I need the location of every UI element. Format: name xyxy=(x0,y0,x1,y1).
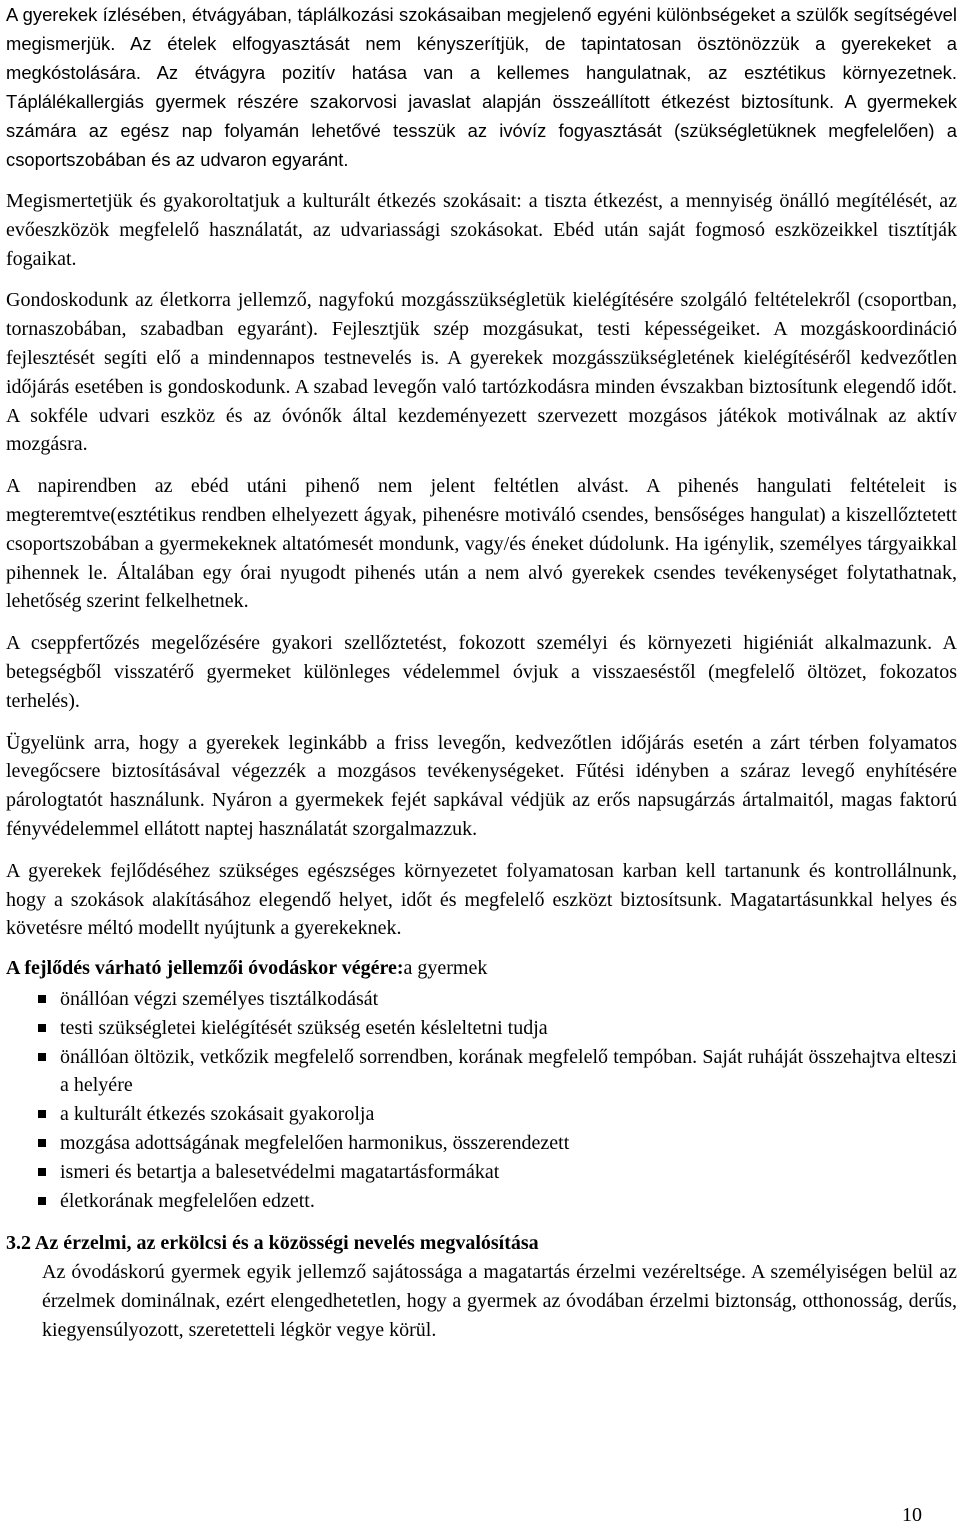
paragraph-rest: A napirendben az ebéd utáni pihenő nem jelent feltétlen alvást. A pihenés hangulati feltételeit is megteremtve(esztétikus rendben elhelyezett ágyak, pihenésre motiváló csendes, bensőséges hangulat) a kiszellőztetett csoportszobában a gyermekeknek altatómesét mondunk, vagy/és éneket dúdolunk. Ha igénylik, személyes tárgyaikkal pihennek le. Általában egy órai nyugodt pihenés után a nem alvó gyerekek csendes tevékenységet folytathatnak, lehetőség szerint felkelhetnek. xyxy=(6,475,957,613)
list-item-text: önállóan öltözik, vetkőzik megfelelő sorrendben, korának megfelelő tempóban. Saját ruháját összehajtva elteszi a helyére xyxy=(60,1045,957,1097)
development-heading-bold: A fejlődés várható jellemzői óvodáskor végére: xyxy=(6,957,404,980)
list-item xyxy=(6,1014,957,1043)
list-item-text: életkorának megfelelően edzett. xyxy=(60,1189,315,1212)
document-page xyxy=(6,0,957,1344)
list-item xyxy=(6,1158,957,1187)
paragraph-environment: A gyerekek fejlődéséhez szükséges egészséges környezetet folyamatosan karban kell tartanunk és kontrollálnunk, hogy a szokások alakításához elegendő helyet, időt és megfelelő eszközt biztosítsunk. Magatartásunkkal helyes és követésre méltó modellt nyújtunk a gyerekeknek. xyxy=(6,859,957,940)
square-bullet-icon xyxy=(38,1024,46,1032)
development-heading-rest: a gyermek xyxy=(403,957,488,980)
list-item xyxy=(6,1187,957,1216)
development-list xyxy=(6,985,957,1215)
square-bullet-icon xyxy=(38,1197,46,1205)
square-bullet-icon xyxy=(38,1168,46,1176)
paragraph-fresh-air: Ügyelünk arra, hogy a gyerekek leginkább a friss levegőn, kedvezőtlen időjárás esetén a zárt térben folyamatos levegőcsere biztosításával végezzék a mozgásos tevékenységeket. Fűtési idényben a száraz levegő enyhítésére párologtatót használunk. Nyáron a gyermekek fejét sapkával védjük az erős napsugárzás ártalmaitól, magas faktorú fényvédelemmel ellátott naptej használatát szorgalmazzuk. xyxy=(6,731,957,840)
paragraph-hygiene: A cseppfertőzés megelőzésére gyakori szellőztetést, fokozott személyi és környezeti higiéniát alkalmazunk. A betegségből visszatérő gyermeket különleges védelemmel óvjuk a visszaeséstől (megfelelő öltözet, fokozatos terhelés). xyxy=(6,632,957,712)
section-title: 3.2 Az érzelmi, az erkölcsi és a közösségi nevelés megvalósítása xyxy=(6,1232,539,1255)
paragraph-eating-habits: Megismertetjük és gyakoroltatjuk a kulturált étkezés szokásait: a tiszta étkezést, a mennyiség önálló megítélését, az evőeszközök megfelelő használatát, az udvariassági szokásokat. Ebéd után saját fogmosó eszközeikkel tisztítják fogaikat. xyxy=(6,190,957,270)
list-item-text: mozgása adottságának megfelelően harmonikus, összerendezett xyxy=(60,1131,570,1154)
square-bullet-icon xyxy=(38,1110,46,1118)
list-item xyxy=(6,1043,957,1101)
square-bullet-icon xyxy=(38,1053,46,1061)
list-item xyxy=(6,1129,957,1158)
section-paragraph: Az óvodáskorú gyermek egyik jellemző sajátossága a magatartás érzelmi vezéreltsége. A személyiségen belül az érzelmek dominálnak, ezért elengedhetetlen, hogy a gyermek az óvodában érzelmi biztonság, otthonosság, derűs, kiegyensúlyozott, szeretetteli légkör vegye körül. xyxy=(42,1261,957,1341)
list-item-text: a kulturált étkezés szokásait gyakorolja xyxy=(60,1103,375,1126)
square-bullet-icon xyxy=(38,995,46,1003)
development-heading xyxy=(6,954,957,983)
list-item xyxy=(6,985,957,1014)
list-item-text: ismeri és betartja a balesetvédelmi magatartásformákat xyxy=(60,1160,500,1183)
square-bullet-icon xyxy=(38,1139,46,1147)
paragraph-movement: Gondoskodunk az életkorra jellemző, nagyfokú mozgásszükségletük kielégítésére szolgáló feltételekről (csoportban, tornaszobában, szabadban egyaránt). Fejlesztjük szép mozgásukat, testi képességeiket. A mozgáskoordináció fejlesztését segíti elő a mindennapos testnevelés is. A gyerekek mozgásszükségletének kielégítéséről kedvezőtlen időjárás esetében is gondoskodunk. A szabad levegőn való tartózkodásra minden évszakban biztosítunk elegendő időt. A sokféle udvari eszköz és az óvónők által kezdeményezett szervezett mozgásos játékok motiválnak az aktív mozgásra. xyxy=(6,289,957,456)
list-item-text: önállóan végzi személyes tisztálkodását xyxy=(60,987,379,1010)
list-item xyxy=(6,1100,957,1129)
list-item-text: testi szükségletei kielégítését szükség esetén késleltetni tudja xyxy=(60,1016,548,1039)
page-number: 10 xyxy=(902,1504,922,1526)
paragraph-nutrition: A gyerekek ízlésében, étvágyában, táplálkozási szokásaiban megjelenő egyéni különbségeket a szülők segítségével megismerjük. Az ételek elfogyasztását nem kényszerítjük, de tapintatosan ösztönözzük a gyerekeket a megkóstolására. Az étvágyra pozitív hatása van a kellemes hangulatnak, az esztétikus környezetnek. Táplálékallergiás gyermek részére szakorvosi javaslat alapján összeállított étkezést biztosítunk. A gyermekek számára az egész nap folyamán lehetővé tesszük az ivóvíz fogyasztását (szükségletüknek megfelelően) a csoportszobában és az udvaron egyaránt. xyxy=(6,4,957,170)
